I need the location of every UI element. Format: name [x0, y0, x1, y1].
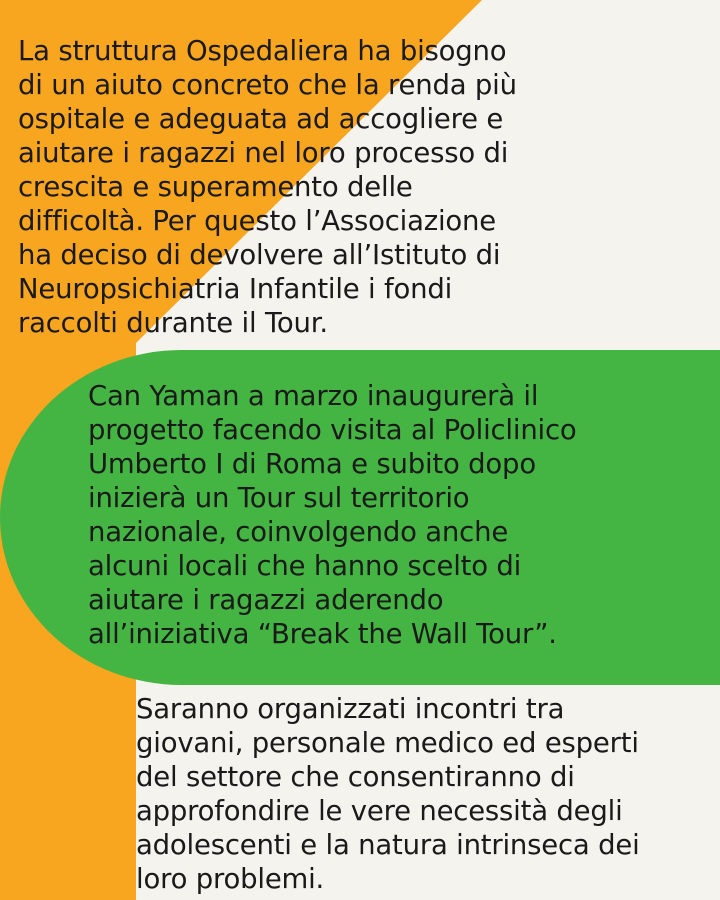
text-line: inizierà un Tour sul territorio — [88, 482, 470, 514]
text-line: raccolti durante il Tour. — [18, 307, 328, 339]
paragraph-hospital-need — [18, 34, 598, 340]
paragraph-can-yaman-tour — [88, 379, 688, 651]
text-line: Can Yaman a marzo inaugurerà il — [88, 380, 539, 412]
text-line: di un aiuto concreto che la renda più — [18, 69, 517, 101]
text-line: Neuropsichiatria Infantile i fondi — [18, 273, 453, 305]
text-line: ha deciso di devolvere all’Istituto di — [18, 239, 501, 271]
text-line: aiutare i ragazzi aderendo — [88, 584, 444, 616]
text-line: approfondire le vere necessità degli — [136, 795, 623, 827]
text-line: ospitale e adeguata ad accogliere e — [18, 103, 504, 135]
text-line: loro problemi. — [136, 863, 325, 895]
text-line: del settore che consentiranno di — [136, 761, 575, 793]
paragraph-meetings — [136, 692, 716, 896]
text-line: aiutare i ragazzi nel loro processo di — [18, 137, 509, 169]
text-line: La struttura Ospedaliera ha bisogno — [18, 35, 507, 67]
text-line: progetto facendo visita al Policlinico — [88, 414, 577, 446]
text-line: giovani, personale medico ed esperti — [136, 727, 639, 759]
text-line: all’iniziativa “Break the Wall Tour”. — [88, 618, 557, 650]
text-line: Umberto I di Roma e subito dopo — [88, 448, 536, 480]
text-line: crescita e superamento delle — [18, 171, 413, 203]
text-line: Saranno organizzati incontri tra — [136, 693, 565, 725]
text-line: nazionale, coinvolgendo anche — [88, 516, 509, 548]
text-line: difficoltà. Per questo l’Associazione — [18, 205, 496, 237]
text-line: alcuni locali che hanno scelto di — [88, 550, 522, 582]
text-line: adolescenti e la natura intrinseca dei — [136, 829, 640, 861]
